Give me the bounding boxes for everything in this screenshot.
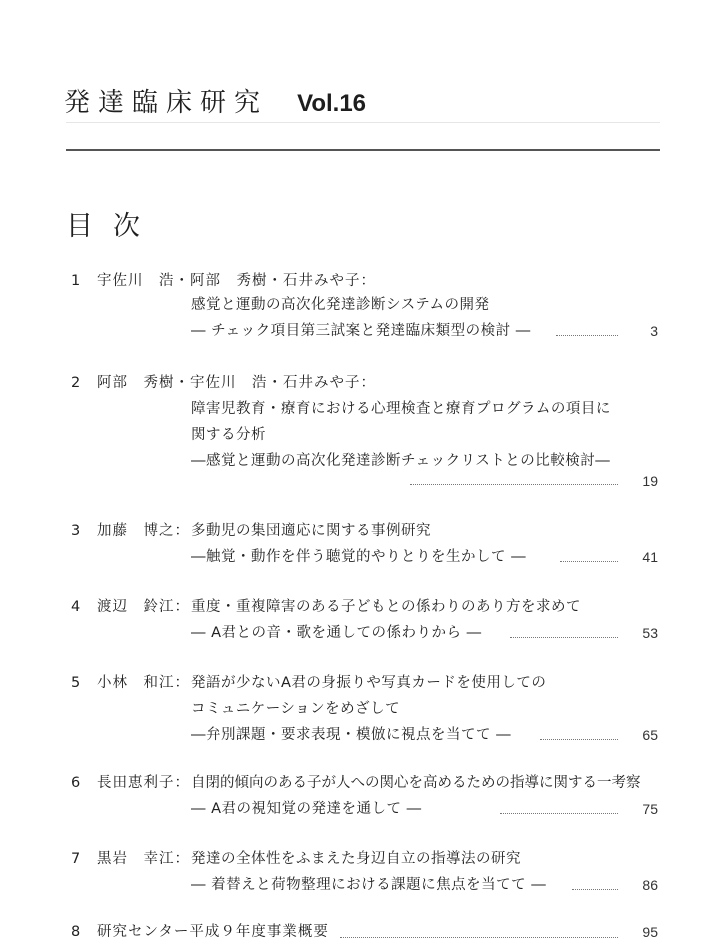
entry-number: 1 [71, 273, 81, 289]
entry-authors: 長田恵利子： [97, 775, 190, 791]
dot-leader [540, 739, 618, 740]
entry-authors: 黒岩 幸江： [97, 851, 190, 867]
dot-leader [340, 937, 618, 938]
entry-title-continued: コミュニケーションをめざして [191, 701, 401, 717]
dot-leader [572, 889, 618, 890]
entry-subtitle: ―弁別課題・要求表現・模倣に視点を当てて ― [191, 727, 512, 743]
entry-title: 多動児の集団適応に関する事例研究 [191, 523, 431, 539]
entry-number: 4 [71, 599, 81, 615]
toc-heading: 目次 [66, 211, 160, 242]
entry-authors: 渡辺 鈴江： [97, 599, 190, 615]
entry-page: 3 [650, 323, 658, 339]
entry-authors: 小林 和江： [97, 675, 190, 691]
entry-title: 発達の全体性をふまえた身辺自立の指導法の研究 [191, 851, 521, 867]
header-divider [66, 149, 660, 151]
dot-leader [510, 637, 618, 638]
entry-title: 自閉的傾向のある子が人への関心を高めるための指導に関する一考察 [191, 775, 641, 791]
entry-authors: 加藤 博之： [97, 523, 190, 539]
entry-title: 感覚と運動の高次化発達診断システムの開発 [191, 297, 490, 313]
journal-header [64, 82, 366, 119]
dot-leader [500, 813, 618, 814]
entry-number: 8 [71, 924, 81, 940]
entry-subtitle: ―触覚・動作を伴う聴覚的やりとりを生かして ― [191, 549, 527, 565]
entry-subtitle: ― A君との音・歌を通しての係わりから ― [191, 625, 482, 641]
entry-authors: 宇佐川 浩・阿部 秀樹・石井みや子： [97, 273, 376, 289]
entry-page: 53 [642, 625, 658, 641]
entry-number: 7 [71, 851, 81, 867]
dot-leader [410, 484, 618, 485]
entry-subtitle: ― チェック項目第三試案と発達臨床類型の検討 ― [191, 323, 531, 339]
entry-subtitle: ― A君の視知覚の発達を通して ― [191, 801, 422, 817]
entry-number: 2 [71, 375, 81, 391]
entry-title: 発語が少ないA君の身振りや写真カードを使用しての [191, 675, 547, 691]
entry-page: 75 [642, 801, 658, 817]
entry-subtitle: ― 着替えと荷物整理における課題に焦点を当てて ― [191, 877, 547, 893]
entry-subtitle: ―感覚と運動の高次化発達診断チェックリストとの比較検討― [191, 453, 611, 469]
entry-number: 3 [71, 523, 81, 539]
journal-title: 発達臨床研究 [64, 88, 269, 118]
volume-label: Vol.16 [297, 90, 367, 117]
entry-title-continued: 関する分析 [191, 427, 266, 443]
entry-page: 19 [642, 473, 658, 489]
entry-title: 重度・重複障害のある子どもとの係わりのあり方を求めて [191, 599, 581, 615]
entry-authors: 阿部 秀樹・宇佐川 浩・石井みや子： [97, 375, 376, 391]
faint-divider [66, 122, 660, 123]
entry-number: 6 [71, 775, 81, 791]
entry-page: 95 [642, 924, 658, 940]
entry-page: 65 [642, 727, 658, 743]
entry-page: 41 [642, 549, 658, 565]
entry-page: 86 [642, 877, 658, 893]
entry-title: 研究センター平成９年度事業概要 [97, 924, 329, 940]
dot-leader [556, 335, 618, 336]
entry-title: 障害児教育・療育における心理検査と療育プログラムの項目に [191, 401, 611, 417]
entry-number: 5 [71, 675, 81, 691]
dot-leader [560, 561, 618, 562]
